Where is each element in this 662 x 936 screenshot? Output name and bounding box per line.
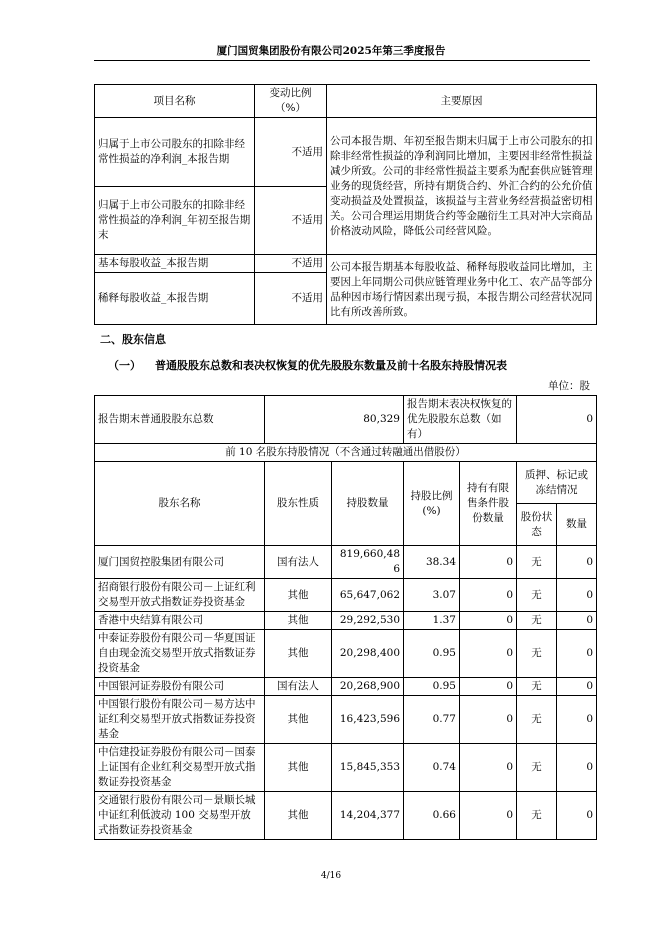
pledge-quantity: 0 xyxy=(557,696,597,744)
subsection-text: 普通股股东总数和表决权恢复的优先股股东数量及前十名股东持股情况表 xyxy=(155,359,507,372)
shareholder-name: 中国银河证券股份有限公司 xyxy=(95,678,265,696)
table-row xyxy=(95,678,597,696)
page-number: 4/16 xyxy=(320,871,342,881)
column-header-qty: 数量 xyxy=(557,504,597,546)
shares-held: 29,292,530 xyxy=(332,612,404,630)
shareholder-nature: 其他 xyxy=(265,579,332,612)
holding-ratio: 0.66 xyxy=(404,792,460,840)
restricted-shares: 0 xyxy=(460,612,517,630)
pledge-quantity: 0 xyxy=(557,744,597,792)
table-row xyxy=(95,612,597,630)
shares-held: 20,268,900 xyxy=(332,678,404,696)
table-row xyxy=(95,696,597,744)
restricted-shares: 0 xyxy=(460,792,517,840)
column-header-nature: 股东性质 xyxy=(265,462,332,546)
item-name: 归属于上市公司股东的扣除非经常性损益的净利润_本报告期 xyxy=(95,118,255,187)
shares-held: 20,298,400 xyxy=(332,630,404,678)
column-header: 主要原因 xyxy=(327,85,597,118)
preferred-holders-label: 报告期末表决权恢复的优先股股东总数（如有） xyxy=(404,396,517,444)
shares-held: 65,647,062 xyxy=(332,579,404,612)
shareholder-nature: 其他 xyxy=(265,612,332,630)
item-name: 归属于上市公司股东的扣除非经常性损益的净利润_年初至报告期末 xyxy=(95,187,255,255)
restricted-shares: 0 xyxy=(460,630,517,678)
holding-ratio: 3.07 xyxy=(404,579,460,612)
shareholder-name: 厦门国贸控股集团有限公司 xyxy=(95,546,265,579)
holding-ratio: 1.37 xyxy=(404,612,460,630)
change-ratio: 不适用 xyxy=(255,273,327,325)
restricted-shares: 0 xyxy=(460,696,517,744)
table-row xyxy=(95,744,597,792)
shareholder-name: 中国银行股份有限公司－易方达中证红利交易型开放式指数证券投资基金 xyxy=(95,696,265,744)
pledge-status: 无 xyxy=(517,744,557,792)
unit-label: 单位：股 xyxy=(548,380,590,392)
shareholder-nature: 国有法人 xyxy=(265,678,332,696)
holding-ratio: 38.34 xyxy=(404,546,460,579)
shares-held: 819,660,486 xyxy=(332,546,404,579)
shareholder-rows xyxy=(95,546,597,840)
caption-row xyxy=(95,444,597,462)
column-header-ratio: 持股比例(%) xyxy=(404,462,460,546)
pledge-status: 无 xyxy=(517,678,557,696)
item-name: 稀释每股收益_本报告期 xyxy=(95,273,255,325)
pledge-quantity: 0 xyxy=(557,546,597,579)
column-header: 变动比例（%） xyxy=(255,85,327,118)
preferred-holders-value: 0 xyxy=(517,396,597,444)
shareholder-name: 中信建投证券股份有限公司－国泰上证国有企业红利交易型开放式指数证券投资基金 xyxy=(95,744,265,792)
shareholder-name: 香港中央结算有限公司 xyxy=(95,612,265,630)
shareholder-nature: 其他 xyxy=(265,744,332,792)
shares-held: 14,204,377 xyxy=(332,792,404,840)
restricted-shares: 0 xyxy=(460,579,517,612)
pledge-status: 无 xyxy=(517,612,557,630)
table-row xyxy=(95,255,597,273)
pledge-quantity: 0 xyxy=(557,792,597,840)
pledge-status: 无 xyxy=(517,696,557,744)
total-holders-label: 报告期末普通股股东总数 xyxy=(95,396,265,444)
pledge-quantity: 0 xyxy=(557,612,597,630)
page-header-title: 厦门国贸集团股份有限公司2025年第三季度报告 xyxy=(216,45,446,57)
pledge-status: 无 xyxy=(517,630,557,678)
holding-ratio: 0.95 xyxy=(404,678,460,696)
column-header-shares: 持股数量 xyxy=(332,462,404,546)
main-reason: 公司本报告期、年初至报告期末归属于上市公司股东的扣除非经常性损益的净利润同比增加，主要因非经常性损益减少所致。公司的非经常性损益主要系为配套供应链管理业务的现货经营，所持有期货合约、外汇合约的公允价值变动损益及处置损益，该损益与主营业务经营损益密切相关。公司合理运用期货合约等金融衍生工具对冲大宗商品价格波动风险，降低公司经营风险。 xyxy=(327,118,597,255)
table-row xyxy=(95,630,597,678)
pledge-quantity: 0 xyxy=(557,678,597,696)
change-ratio: 不适用 xyxy=(255,255,327,273)
shares-held: 16,423,596 xyxy=(332,696,404,744)
shareholder-nature: 国有法人 xyxy=(265,546,332,579)
summary-row xyxy=(95,396,597,444)
column-header: 项目名称 xyxy=(95,85,255,118)
column-header-name: 股东名称 xyxy=(95,462,265,546)
restricted-shares: 0 xyxy=(460,678,517,696)
restricted-shares: 0 xyxy=(460,546,517,579)
table-row xyxy=(95,546,597,579)
main-reason: 公司本报告期基本每股收益、稀释每股收益同比增加，主要因上年同期公司供应链管理业务中化工、农产品等部分品种因市场行情因素出现亏损，本报告期公司经营状况同比有所改善所致。 xyxy=(327,255,597,325)
pledge-status: 无 xyxy=(517,792,557,840)
column-header-restricted: 持有有限售条件股份数量 xyxy=(460,462,517,546)
restricted-shares: 0 xyxy=(460,744,517,792)
table-row xyxy=(95,579,597,612)
change-reason-table xyxy=(94,84,597,325)
column-header-pledge: 质押、标记或冻结情况 xyxy=(517,462,597,504)
top10-caption: 前 10 名股东持股情况（不含通过转融通出借股份） xyxy=(95,444,597,462)
header-divider xyxy=(94,60,590,61)
holding-ratio: 0.74 xyxy=(404,744,460,792)
table-header-row xyxy=(95,462,597,504)
shareholder-nature: 其他 xyxy=(265,696,332,744)
shareholder-nature: 其他 xyxy=(265,792,332,840)
table-header-row xyxy=(95,85,597,118)
subsection-number: （一） xyxy=(108,359,141,372)
item-name: 基本每股收益_本报告期 xyxy=(95,255,255,273)
shareholder-name: 中泰证券股份有限公司－华夏国证自由现金流交易型开放式指数证券投资基金 xyxy=(95,630,265,678)
table-row xyxy=(95,118,597,187)
section-title: 二、股东信息 xyxy=(100,333,166,346)
change-ratio: 不适用 xyxy=(255,118,327,187)
total-holders-value: 80,329 xyxy=(265,396,404,444)
shareholder-nature: 其他 xyxy=(265,630,332,678)
holding-ratio: 0.77 xyxy=(404,696,460,744)
pledge-status: 无 xyxy=(517,579,557,612)
pledge-quantity: 0 xyxy=(557,579,597,612)
change-ratio: 不适用 xyxy=(255,187,327,255)
shareholder-name: 交通银行股份有限公司－景顺长城中证红利低波动 100 交易型开放式指数证券投资基金 xyxy=(95,792,265,840)
pledge-quantity: 0 xyxy=(557,630,597,678)
shareholder-table xyxy=(94,395,597,840)
shares-held: 15,845,353 xyxy=(332,744,404,792)
subsection-title xyxy=(108,357,507,373)
column-header-status: 股份状态 xyxy=(517,504,557,546)
pledge-status: 无 xyxy=(517,546,557,579)
shareholder-name: 招商银行股份有限公司－上证红利交易型开放式指数证券投资基金 xyxy=(95,579,265,612)
holding-ratio: 0.95 xyxy=(404,630,460,678)
table-row xyxy=(95,792,597,840)
